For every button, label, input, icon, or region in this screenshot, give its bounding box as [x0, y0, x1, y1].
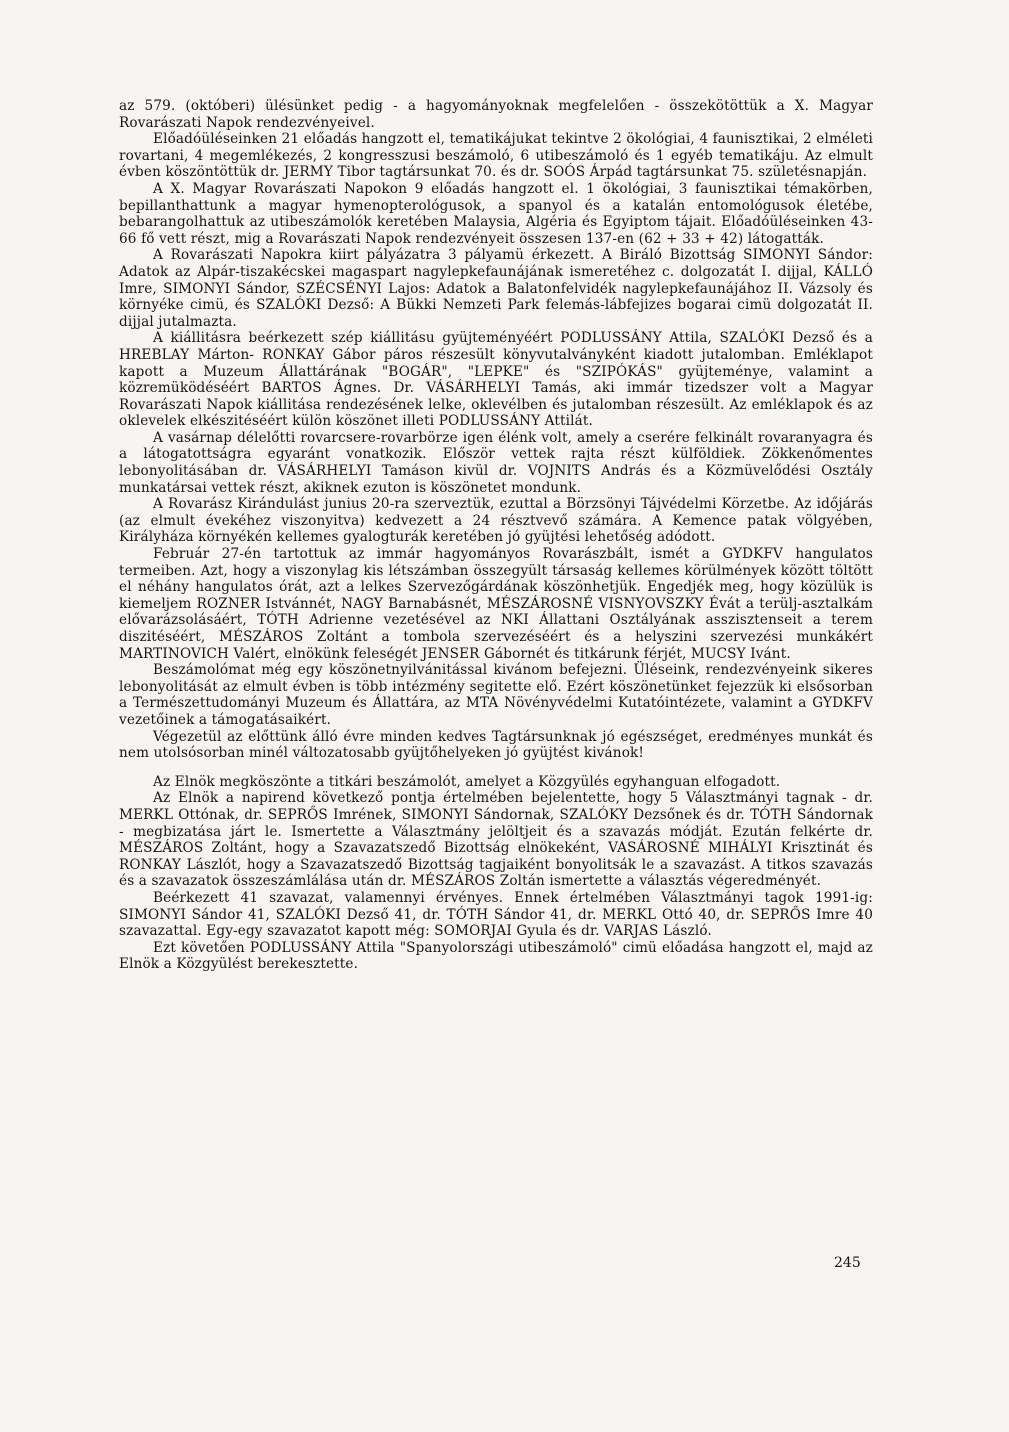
paragraph-entomology-days: A X. Magyar Rovarászati Napokon 9 előadás hangzott el. 1 ökológiai, 3 faunisztikai témakörben, bepillanthattunk a magyar hymenopterológusok, a spanyol és a katalán entomológusok életébe, bebarangolhattuk az utibeszámolók keretében Malaysia, Algéria és Egyiptom tájait. Előadóüléseinken 43-66 fő vett részt, mig a Rovarászati Napok rendezvényeit összesen 137-en (62 + 33 + 42) látogatták. [119, 180, 873, 247]
paragraph-acknowledgements: Beszámolómat még egy köszönetnyilvánitással kivánom befejezni. Üléseink, rendezvényeink sikeres lebonyolitását az elmult évben is több intézmény segitette elő. Ezért köszönetünket fejezzük ki elsősorban a Természettudományi Muzeum és Állattára, az MTA Növényvédelmi Kutatóintézete, valamint a GYDKFV vezetőinek a támogatásaikért. [119, 662, 873, 728]
page-number: 245 [834, 1255, 861, 1271]
paragraph-closing-wishes: Végezetül az előttünk álló évre minden kedves Tagtársunknak jó egészséget, eredményes munkát és nem utolsósorban minél változatosabb gyüjtőhelyeken jó gyüjtést kivánok! [119, 728, 873, 762]
paragraph-lectures: Előadóüléseinken 21 előadás hangzott el, tematikájukat tekintve 2 ökológiai, 4 faunisztikai, 2 elméleti rovartani, 4 megemlékezés, 2 kongresszusi beszámoló, 6 utibeszámoló és 1 egyéb tematikáju. Az elmult évben köszöntöttük dr. JERMY Tibor tagtársunkat 70. és dr. SOÓS Árpád tagtársunkat 75. születésnapján. [119, 131, 873, 181]
paragraph-competition: A Rovarászati Napokra kiirt pályázatra 3 pályamü érkezett. A Biráló Bizottság SIMONYI Sándor: Adatok az Alpár-tiszakécskei magaspart nagylepkefaunájának ismeretéhez c. dolgozatát I. dijjal, KÁLLÓ Imre, SIMONYI Sándor, SZÉCSÉNYI Lajos: Adatok a Balatonfelvidék nagylepkefaunájához II. Vázsoly és környéke cimü, és SZALÓKI Dezső: A Bükki Nemzeti Park felemás-lábfejizes bogarai cimü dolgozatát II. dijjal jutalmazta. [119, 247, 873, 330]
paragraph-excursion: A Rovarász Kirándulást junius 20-ra szerveztük, ezuttal a Börzsönyi Tájvédelmi Körzetbe. Az időjárás (az elmult évekéhez viszonyitva) kedvezett a 24 résztvevő számára. A Kemence patak völgyében, Királyháza környékén kellemes gyalogturák keretében jó gyüjtési lehetőség adódott. [119, 496, 873, 546]
paragraph-ball: Február 27-én tartottuk az immár hagyományos Rovarászbált, ismét a GYDKFV hangulatos termeiben. Azt, hogy a viszonylag kis létszámban összegyült társaság kellemes körülmények között töltött el néhány hangulatos órát, azt a lelkes Szervezőgárdának köszönhetjük. Engedjék meg, hogy közülük is kiemeljem ROZNER Istvánnét, NAGY Barnabásnét, MÉSZÁROSNÉ VISNYOVSZKY Évát a terülj-asztalkám elővarázsolásáért, TÓTH Adrienne vezetésével az NKI Állattani Osztályának asszisztenseit a terem diszitéséért, MÉSZÁROS Zoltánt a tombola szervezéséért és a helyszini szervezési munkákért MARTINOVICH Valért, elnökünk feleségét JENSER Gábornét és titkárunk férjét, MUCSY Ivánt. [119, 546, 873, 662]
paragraph-insect-exchange: A vasárnap délelőtti rovarcsere-rovarbörze igen élénk volt, amely a cserére felkinált rovaranyagra és a látogatottságra egyaránt vonatkozik. Először vettek rajta részt külföldiek. Zökkenőmentes lebonyolitásában dr. VÁSÁRHELYI Tamáson kivül dr. VOJNITS András és a Közmüvelődési Osztály munkatársai vettek részt, akiknek ezuton is köszönetet mondunk. [119, 429, 873, 496]
paragraph-exhibition: A kiállitásra beérkezett szép kiállitásu gyüjteményéért PODLUSSÁNY Attila, SZALÓKI Dezső és a HREBLAY Márton- RONKAY Gábor páros részesült könyvutalványként kiadott jutalomban. Emléklapot kapott a Muzeum Állattárának "BOGÁR", "LEPKE" és "SZIPÓKÁS" gyüjteménye, valamint a közremüködéséért BARTOS Ágnes. Dr. VÁSÁRHELYI Tamás, aki immár tizedszer volt a Magyar Rovarászati Napok kiállitása rendezésének lelke, oklevélben és jutalomban részesült. Az emléklapok és az oklevelek elkészitéséért külön köszönet illeti PODLUSSÁNY Attilát. [119, 330, 873, 430]
paragraph-election-announcement: Az Elnök a napirend következő pontja értelmében bejelentette, hogy 5 Választmányi tagnak - dr. MERKL Ottónak, dr. SEPRŐS Imrének, SIMONYI Sándornak, SZALÓKY Dezsőnek és dr. TÓTH Sándornak - megbizatása járt le. Ismertette a Választmány jelöltjeit és a szavazás módját. Ezután felkérte dr. MÉSZÁROS Zoltánt, hogy a Szavazatszedő Bizottság elnökeként, VASÁROSNÉ MIHÁLYI Krisztinát és RONKAY Lászlót, hogy a Szavazatszedő Bizottság tagjaiként bonyolitsák le a szavazást. A titkos szavazás és a szavazatok összeszámlálása után dr. MÉSZÁROS Zoltán ismertette a választás végeredményét. [119, 790, 873, 890]
paragraph-final-lecture: Ezt követően PODLUSSÁNY Attila "Spanyolországi utibeszámoló" cimü előadása hangzott el, majd az Elnök a Közgyülést berekesztette. [119, 939, 873, 973]
paragraph-october-session: az 579. (októberi) ülésünket pedig - a hagyományoknak megfelelően - összekötöttük a X. Magyar Rovarászati Napok rendezvényeivel. [119, 98, 873, 131]
paragraph-election-results: Beérkezett 41 szavazat, valamennyi érvényes. Ennek értelmében Választmányi tagok 1991-ig: SIMONYI Sándor 41, SZALÓKI Dezső 41, dr. TÓTH Sándor 41, dr. MERKL Ottó 40, dr. SEPRŐS Imre 40 szavazattal. Egy-egy szavazatot kapott még: SOMORJAI Gyula és dr. VARJAS László. [119, 889, 873, 940]
paragraph-report-accepted: Az Elnök megköszönte a titkári beszámolót, amelyet a Közgyülés egyhanguan elfogadott. [153, 773, 781, 790]
body-text [119, 98, 873, 973]
